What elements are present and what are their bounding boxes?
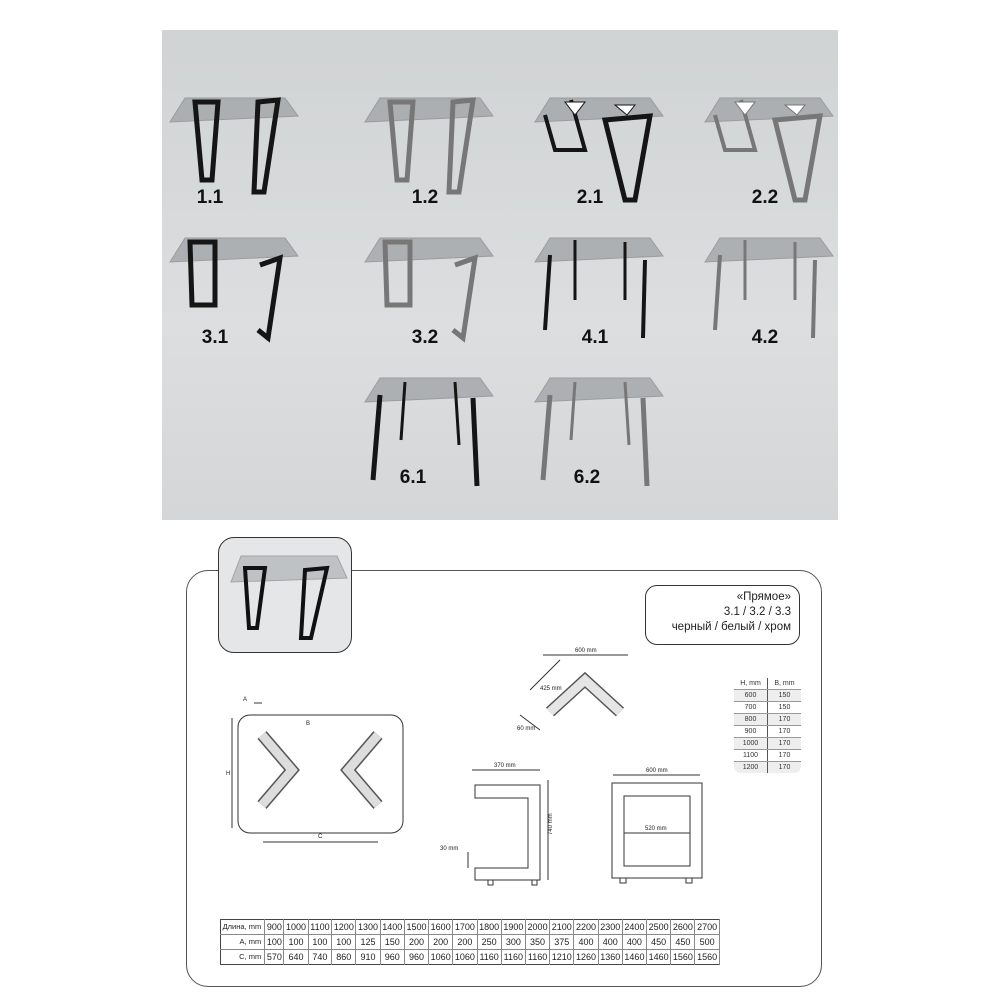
table-cell: 200: [404, 935, 428, 950]
table-cell: 1500: [404, 920, 428, 935]
table-cell: 100: [284, 935, 308, 950]
dim-600-top: 600 mm: [575, 648, 597, 654]
table-cell: 1060: [453, 950, 477, 965]
dim-c: C: [318, 834, 323, 840]
table-cell: 100: [308, 935, 332, 950]
header-cell: B, mm: [768, 678, 802, 690]
table-cell: 1160: [477, 950, 501, 965]
table-cell: 400: [598, 935, 622, 950]
table-row: [221, 950, 720, 965]
table-cell: 1360: [598, 950, 622, 965]
table-cell: 400: [574, 935, 598, 950]
table-cell: 375: [550, 935, 574, 950]
table-cell: 1100: [734, 750, 768, 762]
table-cell: 170: [768, 762, 802, 774]
model-colors: черный / белый / хром: [671, 621, 791, 633]
table-cell: 2200: [574, 920, 598, 935]
table-cell: 570: [265, 950, 284, 965]
row-header: A, mm: [221, 935, 265, 950]
table-cell: 2000: [525, 920, 549, 935]
table-header-row: [734, 678, 802, 690]
table-cell: 800: [734, 714, 768, 726]
table-cell: 1460: [647, 950, 671, 965]
table-cell: 170: [768, 738, 802, 750]
table-cell: 150: [768, 702, 802, 714]
table-row: [734, 714, 802, 726]
table-cell: 1560: [695, 950, 719, 965]
table-model-label: 4.2: [751, 327, 779, 348]
model-title: «Прямое»: [736, 591, 791, 603]
dim-520: 520 mm: [645, 826, 667, 832]
table-cell: 1200: [734, 762, 768, 774]
table-cell: 170: [768, 726, 802, 738]
table-row: [734, 738, 802, 750]
table-cell: 740: [308, 950, 332, 965]
top-view-drawing: [232, 703, 403, 842]
table-cell: 100: [332, 935, 356, 950]
table-cell: 700: [734, 702, 768, 714]
model-numbers: 3.1 / 3.2 / 3.3: [723, 606, 791, 618]
table-cell: 250: [477, 935, 501, 950]
table-model-label: 3.1: [201, 327, 229, 348]
table-cell: 170: [768, 750, 802, 762]
table-cell: 500: [695, 935, 719, 950]
dim-60: 60 mm: [517, 726, 536, 732]
dim-600-front: 600 mm: [646, 768, 668, 774]
dim-a: A: [243, 697, 248, 703]
side-view-drawing: [468, 770, 548, 885]
dim-425: 425 mm: [540, 686, 562, 692]
table-cell: 900: [265, 920, 284, 935]
table-cell: 1000: [734, 738, 768, 750]
table-cell: 1900: [501, 920, 525, 935]
table-cell: 300: [501, 935, 525, 950]
table-model-label: 2.2: [751, 187, 779, 208]
height-width-table: [733, 677, 802, 774]
table-cell: 170: [768, 714, 802, 726]
table-cell: 910: [356, 950, 380, 965]
table-cell: 1200: [332, 920, 356, 935]
table-row: [734, 702, 802, 714]
table-cell: 1600: [429, 920, 453, 935]
length-table: [220, 919, 720, 965]
table-cell: 2400: [622, 920, 646, 935]
table-cell: 150: [768, 690, 802, 702]
table-cell: 1060: [429, 950, 453, 965]
table-cell: 640: [284, 950, 308, 965]
dim-h: H: [226, 771, 231, 777]
table-row: [734, 762, 802, 774]
table-cell: 860: [332, 950, 356, 965]
dim-30: 30 mm: [440, 846, 459, 852]
table-cell: 1210: [550, 950, 574, 965]
dim-b: B: [306, 721, 311, 727]
table-cell: 450: [671, 935, 695, 950]
table-cell: 350: [525, 935, 549, 950]
table-cell: 2700: [695, 920, 719, 935]
table-cell: 1560: [671, 950, 695, 965]
table-cell: 600: [734, 690, 768, 702]
table-cell: 450: [647, 935, 671, 950]
table-cell: 2100: [550, 920, 574, 935]
header-cell: H, mm: [734, 678, 768, 690]
table-model-label: 6.1: [399, 467, 427, 488]
table-cell: 2500: [647, 920, 671, 935]
table-cell: 1400: [380, 920, 404, 935]
table-model-label: 2.1: [576, 187, 604, 208]
table-cell: 1100: [308, 920, 332, 935]
table-cell: 1460: [622, 950, 646, 965]
leg-top-view: [520, 655, 628, 730]
table-cell: 2300: [598, 920, 622, 935]
table-model-label: 3.2: [411, 327, 439, 348]
row-header: C, mm: [221, 950, 265, 965]
table-cell: 960: [404, 950, 428, 965]
table-cell: 1800: [477, 920, 501, 935]
table-cell: 1160: [501, 950, 525, 965]
table-cell: 2600: [671, 920, 695, 935]
table-row: [734, 690, 802, 702]
table-cell: 1260: [574, 950, 598, 965]
table-cell: 1700: [453, 920, 477, 935]
table-model-label: 6.2: [573, 467, 601, 488]
table-cell: 1000: [284, 920, 308, 935]
table-row: [734, 726, 802, 738]
table-cell: 100: [265, 935, 284, 950]
table-model-label: 1.2: [411, 187, 439, 208]
table-model-label: 1.1: [196, 187, 224, 208]
table-cell: 125: [356, 935, 380, 950]
dim-370: 370 mm: [494, 763, 516, 769]
table-row: [734, 750, 802, 762]
row-header: Длина, mm: [221, 920, 265, 935]
table-cell: 400: [622, 935, 646, 950]
table-cell: 200: [429, 935, 453, 950]
table-cell: 900: [734, 726, 768, 738]
table-cell: 1160: [525, 950, 549, 965]
table-cell: 960: [380, 950, 404, 965]
table-cell: 1300: [356, 920, 380, 935]
dim-740: 740 mm: [548, 813, 554, 835]
table-model-label: 4.1: [581, 327, 609, 348]
table-row: [221, 935, 720, 950]
table-cell: 150: [380, 935, 404, 950]
table-row: [221, 920, 720, 935]
table-cell: 200: [453, 935, 477, 950]
